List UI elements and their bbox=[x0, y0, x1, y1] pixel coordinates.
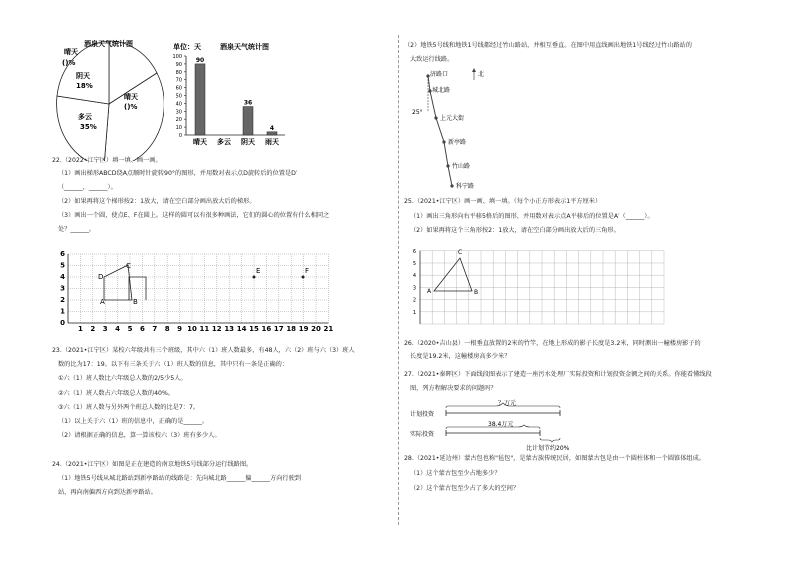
point-label: C bbox=[126, 262, 131, 270]
y-tick-label: 3 bbox=[60, 284, 65, 293]
metro-map bbox=[408, 66, 508, 196]
q22-grid bbox=[56, 248, 386, 333]
x-tick-label: 3 bbox=[102, 325, 108, 333]
pie-label: ()% bbox=[124, 103, 138, 111]
q25-line: （1）画出三角形向右平移5格后的图形，并用数对表示点A平移后的位置是A′（______）。 bbox=[410, 213, 654, 220]
x-tick-label: 多云 bbox=[217, 138, 231, 146]
north-arrow-icon bbox=[472, 68, 484, 80]
y-tick-label: 70 bbox=[175, 77, 182, 84]
x-tick-label: 15 bbox=[249, 325, 259, 333]
pie-label: 阴天 bbox=[76, 72, 90, 80]
x-tick-label: 10 bbox=[187, 325, 197, 333]
q23-line: （2）请根据正确的信息，算一算该校六（3）班有多少人。 bbox=[58, 432, 221, 439]
q24-line: （2）地铁5号线和地铁1号线都经过竹山路站，并相互垂直。在图中用直线画出地铁1号线经过竹山路站的 bbox=[404, 42, 692, 49]
q22-line: （______，______）。 bbox=[58, 184, 117, 191]
q22-line: 处？______。 bbox=[58, 226, 96, 233]
q28-line: 28.（2021•延边州）蒙古包也称"毡包"，是蒙古族传统民居，如图蒙古包是由一个圆柱体和一个圆锥体组成。 bbox=[404, 455, 705, 462]
y-tick-label: 1 bbox=[412, 309, 416, 316]
point-label: B bbox=[474, 289, 479, 296]
y-tick-label: 0 bbox=[178, 133, 182, 139]
y-tick-label: 80 bbox=[175, 69, 182, 76]
x-tick-label: 7 bbox=[152, 325, 158, 333]
station-label: 城北路 bbox=[432, 87, 451, 94]
q22-line: （2）如果再将这个梯形按2：1放大，请在空白部分画出放大后的梯形。 bbox=[58, 198, 256, 205]
q23-line: 数的比为17：19。以下有三条关于六（1）班人数的信息，其中只有一条是正确的： bbox=[58, 361, 289, 368]
y-tick-label: 10 bbox=[175, 125, 182, 132]
y-tick-label: 0 bbox=[60, 319, 65, 327]
y-tick-label: 4 bbox=[412, 273, 416, 280]
x-tick-label: 1 bbox=[77, 325, 83, 333]
line-segment-diagram bbox=[408, 398, 608, 454]
x-tick-label: 13 bbox=[224, 325, 235, 333]
y-tick-label: 2 bbox=[412, 297, 416, 304]
y-tick-label: 100 bbox=[172, 54, 182, 60]
page-divider bbox=[398, 35, 399, 525]
q22-heading: 22.（2022•江宁区）填一填、画一画。 bbox=[52, 157, 162, 164]
x-tick-label: 8 bbox=[164, 325, 170, 333]
value-label: 38.4万元 bbox=[488, 421, 514, 428]
station-label: 科宁路 bbox=[456, 183, 475, 190]
data-label: 90 bbox=[195, 56, 205, 64]
q27-line: 图，列方程解决要求的问题吗？ bbox=[410, 385, 497, 392]
y-tick-label: 5 bbox=[412, 261, 416, 267]
y-tick-label: 6 bbox=[60, 250, 65, 258]
plan-label: 计划投资 bbox=[410, 411, 435, 418]
y-tick-label: 90 bbox=[175, 61, 182, 68]
x-tick-label: 19 bbox=[298, 325, 309, 333]
trapezoid-shape bbox=[104, 265, 132, 300]
x-tick-label: 20 bbox=[311, 325, 321, 333]
q24-line: 站，再向南偏西方向到达新亭路站。 bbox=[58, 489, 157, 496]
pie-label: 35% bbox=[80, 123, 97, 131]
y-tick-label: 6 bbox=[412, 248, 416, 255]
point-label: B bbox=[133, 298, 138, 306]
y-tick-label: 30 bbox=[175, 109, 182, 116]
q26-line: 26.（2020•吉山县）一根垂直放置的2米的竹竿，在地上形成的影子长度是3.2米，同时测出一幢楼房影子的 bbox=[404, 340, 701, 347]
x-tick-label: 阴天 bbox=[241, 138, 255, 146]
x-tick-label: 11 bbox=[199, 325, 210, 333]
point-label: F bbox=[305, 267, 310, 275]
bar-chart bbox=[170, 40, 290, 150]
point-label: D bbox=[98, 273, 104, 281]
x-tick-label: 21 bbox=[323, 325, 334, 333]
y-tick-label: 40 bbox=[175, 101, 182, 108]
pie-label: ()% bbox=[62, 59, 76, 67]
q22-line: （3）画出一个圆，使点E、F在圆上。这样的圆可以有很多种画法，它们的圆心的位置有什么相同之 bbox=[58, 212, 330, 219]
x-tick-label: 晴天 bbox=[193, 138, 207, 146]
y-tick-label: 4 bbox=[60, 273, 65, 281]
actual-label: 实际投资 bbox=[410, 431, 435, 438]
station-label: 济路口 bbox=[430, 71, 449, 78]
saving-brace bbox=[540, 438, 560, 442]
q28-line: （2）这个蒙古包至少占了多大的空间？ bbox=[410, 485, 520, 492]
q26-line: 长度是19.2米，这幢楼房高多少米？ bbox=[410, 353, 511, 360]
q23-line: ②六（1）班人数占六年级总人数的40%。 bbox=[58, 390, 175, 397]
station-label: 新亭路 bbox=[448, 139, 467, 146]
station-label: 竹山路 bbox=[452, 163, 471, 170]
point-e bbox=[253, 276, 256, 279]
point-label: C bbox=[458, 249, 463, 256]
q23-heading: 23.（2021•江宁区）某校六年级共有三个班级，其中六（1）班人数最多，有48人，六（2）班与六（3）班人 bbox=[52, 347, 355, 354]
question-label: ？万元 bbox=[498, 400, 517, 407]
angle-label: 25° bbox=[412, 109, 423, 116]
pie-label: 晴天 bbox=[124, 93, 138, 101]
q22-line: （1）画出梯形ABCD绕A点顺时针旋转90°的图形，并用数对表示点D旋转后的位置是D′ bbox=[58, 170, 298, 177]
data-label: 36 bbox=[243, 99, 253, 107]
x-tick-label: 2 bbox=[90, 325, 96, 333]
y-tick-label: 2 bbox=[60, 296, 65, 304]
y-tick-label: 50 bbox=[175, 93, 182, 100]
svg-text:北: 北 bbox=[478, 71, 485, 78]
pie-label: 多云 bbox=[78, 113, 92, 121]
bar bbox=[195, 64, 205, 135]
q24-line: 大致运行线路。 bbox=[410, 56, 454, 63]
x-tick-label: 18 bbox=[286, 325, 297, 333]
y-tick-label: 1 bbox=[60, 307, 65, 316]
station-label: 上元大街 bbox=[440, 115, 465, 122]
y-tick-label: 60 bbox=[175, 85, 182, 92]
pie-title: 酒泉天气统计图 bbox=[84, 40, 133, 48]
q28-line: （1）这个蒙古包至少占地多少？ bbox=[410, 470, 501, 477]
x-tick-label: 9 bbox=[177, 325, 183, 333]
x-tick-label: 雨天 bbox=[265, 138, 279, 146]
saving-label: 比计划节约20% bbox=[526, 445, 570, 452]
bar-unit-label: 单位：天 bbox=[173, 43, 201, 51]
pie-label: 18% bbox=[76, 82, 93, 90]
q23-line: ①六（1）班人数比六年级总人数的2/5少5人。 bbox=[58, 375, 187, 382]
x-tick-label: 4 bbox=[115, 325, 121, 333]
q25-line: （2）如果再将这个三角形按2：1放大，请在空白部分画出放大后的三角形。 bbox=[410, 227, 620, 234]
q23-line: （1）以上关于六（1）班的信息中，正确的是______。 bbox=[58, 418, 209, 425]
x-tick-label: 12 bbox=[211, 325, 222, 333]
x-tick-label: 16 bbox=[261, 325, 272, 333]
q25-heading: 25.（2021•江宁区）画一画、填一填。（每个小正方形表示1平方厘米） bbox=[404, 198, 602, 205]
x-tick-label: 5 bbox=[127, 325, 133, 333]
y-tick-label: 20 bbox=[175, 117, 182, 124]
bar bbox=[243, 107, 253, 135]
q25-grid bbox=[408, 240, 668, 330]
x-tick-label: 6 bbox=[139, 325, 145, 333]
bar-title: 酒泉天气统计图 bbox=[220, 43, 269, 51]
pie-label: 晴天 bbox=[64, 48, 78, 56]
y-tick-label: 5 bbox=[60, 261, 65, 270]
bar bbox=[267, 132, 277, 135]
data-label: 4 bbox=[269, 124, 275, 132]
point-label: A bbox=[100, 298, 105, 306]
y-tick-label: 3 bbox=[412, 285, 416, 292]
point-label: E bbox=[256, 267, 261, 275]
q27-line: 27.（2021•秦晖区）下面线段图表示了建造一座污水处理厂实际投资和计划投资金额之间的关系。你能看懂线段 bbox=[404, 371, 712, 378]
pie-chart bbox=[54, 36, 164, 161]
q24-line: （1）地铁5号线从城北路站到新亭路站的线路是：先向城北路______偏______方向行驶到 bbox=[58, 475, 301, 482]
q24-heading: 24.（2021•江宁区）如图是正在建造的南京地铁5号线部分运行线路图。 bbox=[52, 461, 253, 468]
point-f bbox=[302, 276, 305, 279]
point-label: A bbox=[427, 288, 432, 295]
x-tick-label: 14 bbox=[236, 325, 247, 333]
q23-line: ③六（1）班人数与另外两个班总人数的比是7：7。 bbox=[58, 404, 200, 411]
x-tick-label: 17 bbox=[273, 325, 284, 333]
